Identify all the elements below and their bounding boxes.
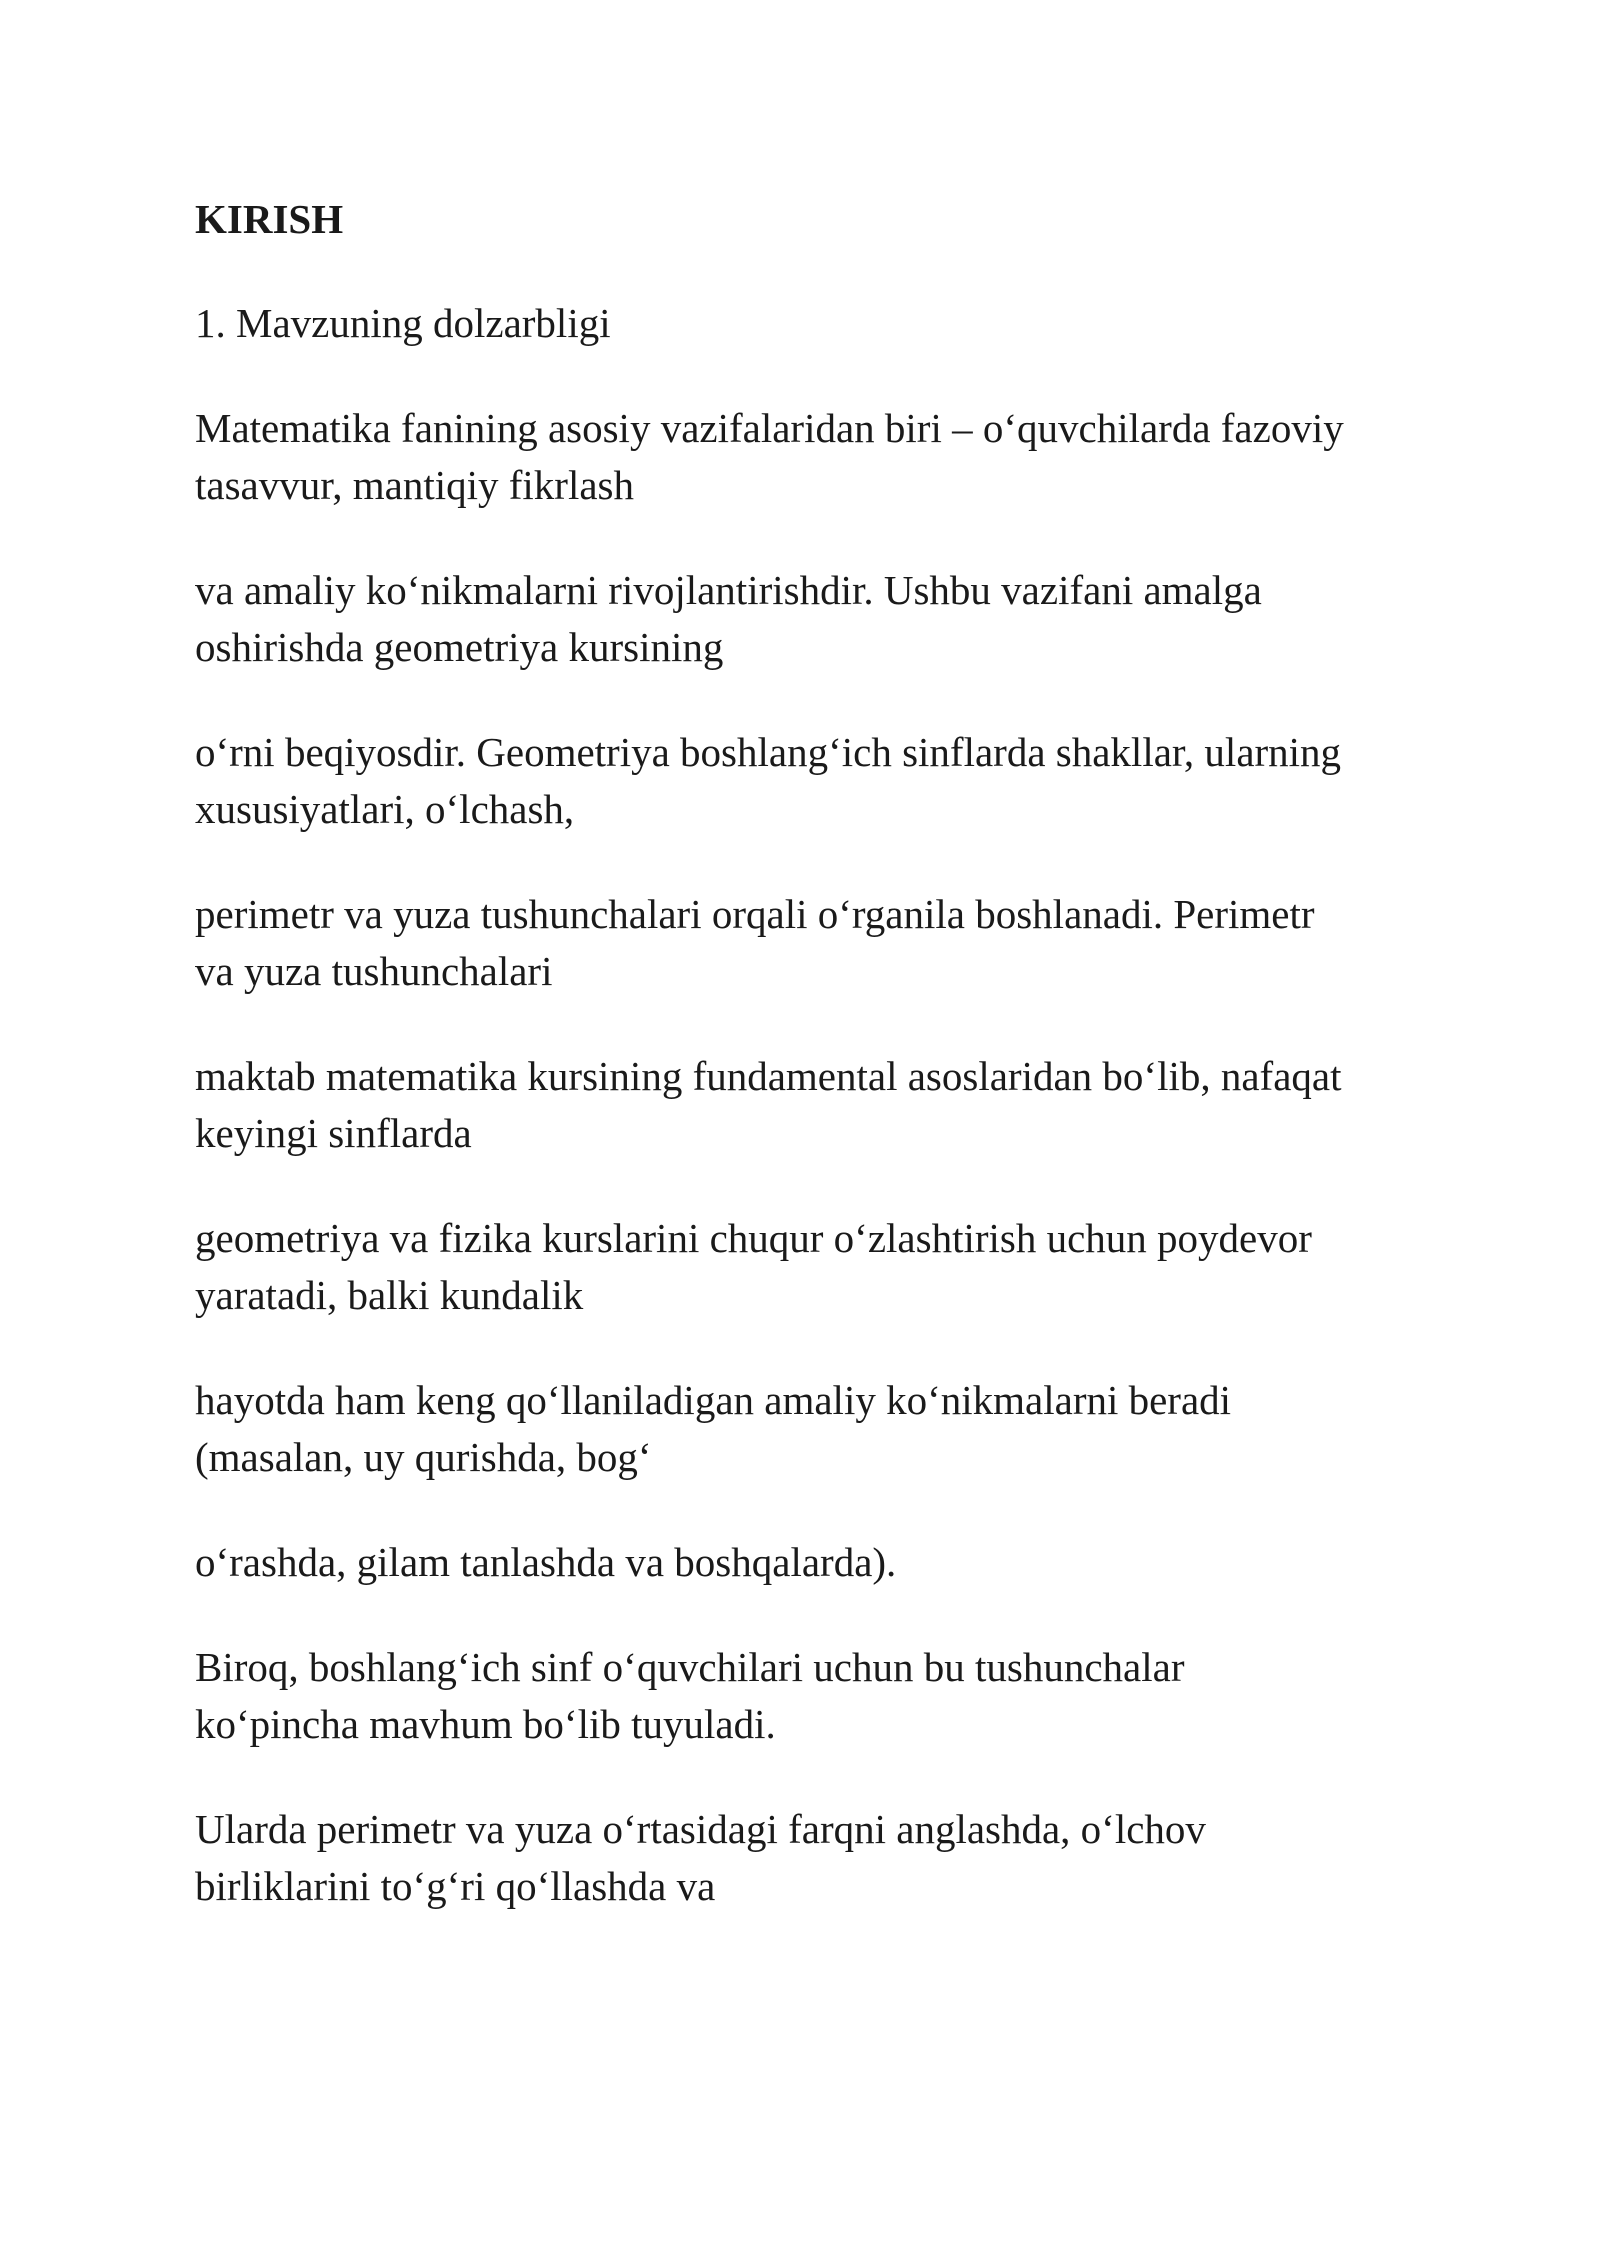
paragraph-line: tasavvur, mantiqiy fikrlash: [195, 462, 635, 508]
paragraph-line: Matematika fanining asosiy vazifalaridan biri – o‘quvchilarda fazoviy: [195, 405, 1344, 451]
paragraph-line: birliklarini to‘g‘ri qo‘llashda va: [195, 1863, 716, 1909]
paragraph-line: geometriya va fizika kurslarini chuqur o‘zlashtirish uchun poydevor: [195, 1215, 1312, 1261]
paragraph-line: Biroq, boshlang‘ich sinf o‘quvchilari uchun bu tushunchalar: [195, 1644, 1185, 1690]
paragraph: [195, 1639, 1425, 1753]
paragraph-line: oshirishda geometriya kursining: [195, 624, 724, 670]
paragraph-list: [195, 400, 1425, 1915]
paragraph-line: perimetr va yuza tushunchalari orqali o‘rganila boshlanadi. Perimetr: [195, 891, 1315, 937]
paragraph-line: o‘rashda, gilam tanlashda va boshqalarda).: [195, 1539, 897, 1585]
paragraph-line: ko‘pincha mavhum bo‘lib tuyuladi.: [195, 1701, 776, 1747]
paragraph-line: hayotda ham keng qo‘llaniladigan amaliy ko‘nikmalarni beradi: [195, 1377, 1232, 1423]
paragraph: [195, 886, 1425, 1000]
paragraph: [195, 1801, 1425, 1915]
paragraph: [195, 1372, 1425, 1486]
document-heading: KIRISH: [195, 196, 344, 242]
paragraph: [195, 562, 1425, 676]
paragraph-line: keyingi sinflarda: [195, 1110, 472, 1156]
paragraph: [195, 400, 1425, 514]
paragraph: [195, 1048, 1425, 1162]
paragraph-line: Ularda perimetr va yuza o‘rtasidagi farqni anglashda, o‘lchov: [195, 1806, 1206, 1852]
paragraph-line: o‘rni beqiyosdir. Geometriya boshlang‘ich sinflarda shakllar, ularning: [195, 729, 1342, 775]
document-body: [195, 190, 1425, 1963]
paragraph-line: (masalan, uy qurishda, bog‘: [195, 1434, 652, 1480]
paragraph-line: xususiyatlari, o‘lchash,: [195, 786, 575, 832]
paragraph: [195, 1534, 1425, 1591]
paragraph-line: va yuza tushunchalari: [195, 948, 553, 994]
section-title: 1. Mavzuning dolzarbligi: [195, 300, 611, 346]
paragraph-line: yaratadi, balki kundalik: [195, 1272, 584, 1318]
paragraph: [195, 724, 1425, 838]
paragraph-line: maktab matematika kursining fundamental asoslaridan bo‘lib, nafaqat: [195, 1053, 1342, 1099]
paragraph: [195, 1210, 1425, 1324]
paragraph-line: va amaliy ko‘nikmalarni rivojlantirishdir. Ushbu vazifani amalga: [195, 567, 1262, 613]
